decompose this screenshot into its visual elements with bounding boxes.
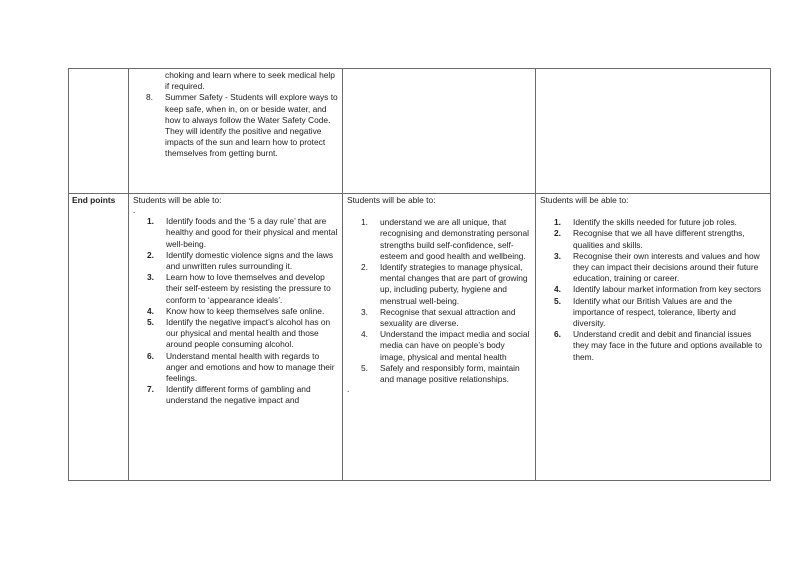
list-item [143,272,338,306]
list-item [550,217,766,228]
end-points-label-cell [69,194,129,481]
list-item [357,363,531,385]
list-item-text: Understand credit and debit and financial issues they may face in the future and options available to them. [573,329,763,362]
end-points-label: End points [72,195,116,205]
list-item-number: 5. [554,295,561,306]
list-item-number: 3. [554,250,561,261]
list-item [357,329,531,363]
list-item-number: 6. [147,350,154,361]
list-item [143,384,338,406]
list-item [550,251,766,285]
list-item [357,217,531,262]
list-item-number: 5. [147,317,154,328]
end-points-col2 [343,194,536,481]
list-item-text: Identify foods and the ‘5 a day rule’ that are healthy and good for their physical and mental well-being. [166,216,338,249]
list-item-text: Recognise their own interests and values and how they can impact their decisions around their future education, training or career. [573,250,760,284]
list-item [143,250,338,272]
curriculum-table [68,68,771,481]
list-item [550,296,766,330]
list-item-number: 2. [361,262,368,273]
continuation-lead-text: choking and learn where to seek medical help if required. [165,70,335,92]
list-item-number: 5. [361,362,368,373]
list-item-text: Identify domestic violence signs and the laws and unwritten rules surrounding it. [166,249,334,272]
list-item-number: 4. [554,284,561,295]
list-item-text: Identify the negative impact’s alcohol has on our physical and mental health and those around people consuming alcohol. [166,317,331,350]
continuation-label-cell [69,69,129,194]
continuation-empty-cell-2 [343,69,536,194]
list-item [143,306,338,317]
col1-intro: Students will be able to: [133,195,222,205]
list-item [550,228,766,250]
list-item [357,307,531,329]
list-item-number: 1. [147,216,154,227]
list-item-text: Understand the impact media and social media can have on people’s body image, physical and mental health [380,329,530,362]
col2-intro: Students will be able to: [347,195,436,205]
col2-dot: . [347,384,350,395]
list-item-text: Identify strategies to manage physical, mental changes that are part of growing up, including puberty, hygiene and menstrual well-being. [380,262,528,306]
list-item-text: Identify the skills needed for future job roles. [573,217,737,228]
list-item [143,351,338,385]
list-item-number: 4. [147,305,154,316]
continuation-content-cell [129,69,343,194]
col3-intro: Students will be able to: [540,195,629,205]
continuation-empty-cell-3 [536,69,771,194]
end-points-col1 [129,194,343,481]
list-item-text: Identify labour market information from key sectors [573,284,762,295]
list-item-text: understand we are all unique, that recognising and demonstrating personal strengths build self-confidence, self-esteem and good health and wellbeing. [380,217,529,261]
list-item-number: 7. [147,384,154,395]
list-item-number: 6. [554,329,561,340]
list-item-number: 4. [361,329,368,340]
list-item-text: Recognise that sexual attraction and sexuality are diverse. [380,306,516,329]
list-item-text: Learn how to love themselves and develop their self-esteem by resisting the pressure to conform to ‘appearance ideals’. [166,272,331,305]
list-item [143,216,338,250]
continuation-row [69,69,771,194]
end-points-row [69,194,771,481]
list-item-text: Safely and responsibly form, maintain and manage positive relationships. [380,362,520,385]
list-item-number: 2. [554,228,561,239]
list-item [550,284,766,295]
list-item-text: Recognise that we all have different strengths, qualities and skills. [573,228,745,250]
list-item [143,317,338,351]
list-item-number: 3. [361,306,368,317]
list-item-text: Identify what our British Values are and the importance of respect, tolerance, liberty and diversity. [573,295,736,329]
end-points-col3 [536,194,771,481]
list-item-text: Know how to keep themselves safe online. [166,305,325,316]
list-item-number: 1. [554,217,561,228]
list-item-number: 2. [147,249,154,260]
list-item-number: 1. [361,217,368,228]
list-item-number: 8. [146,92,153,103]
list-item-text: Understand mental health with regards to anger and emotions and how to manage their feelings. [166,350,335,384]
list-item [357,262,531,307]
list-item [142,92,338,159]
list-item-text: Summer Safety - Students will explore ways to keep safe, when in, on or beside water, and how to always follow the Water Safety Code. They will identify the positive and negative impacts of the sun and learn how to protect themselves from getting burnt. [165,92,338,159]
col1-dot: . [133,205,136,216]
list-item [550,329,766,363]
list-item-text: Identify different forms of gambling and understand the negative impact and [166,384,311,406]
list-item-number: 3. [147,272,154,283]
